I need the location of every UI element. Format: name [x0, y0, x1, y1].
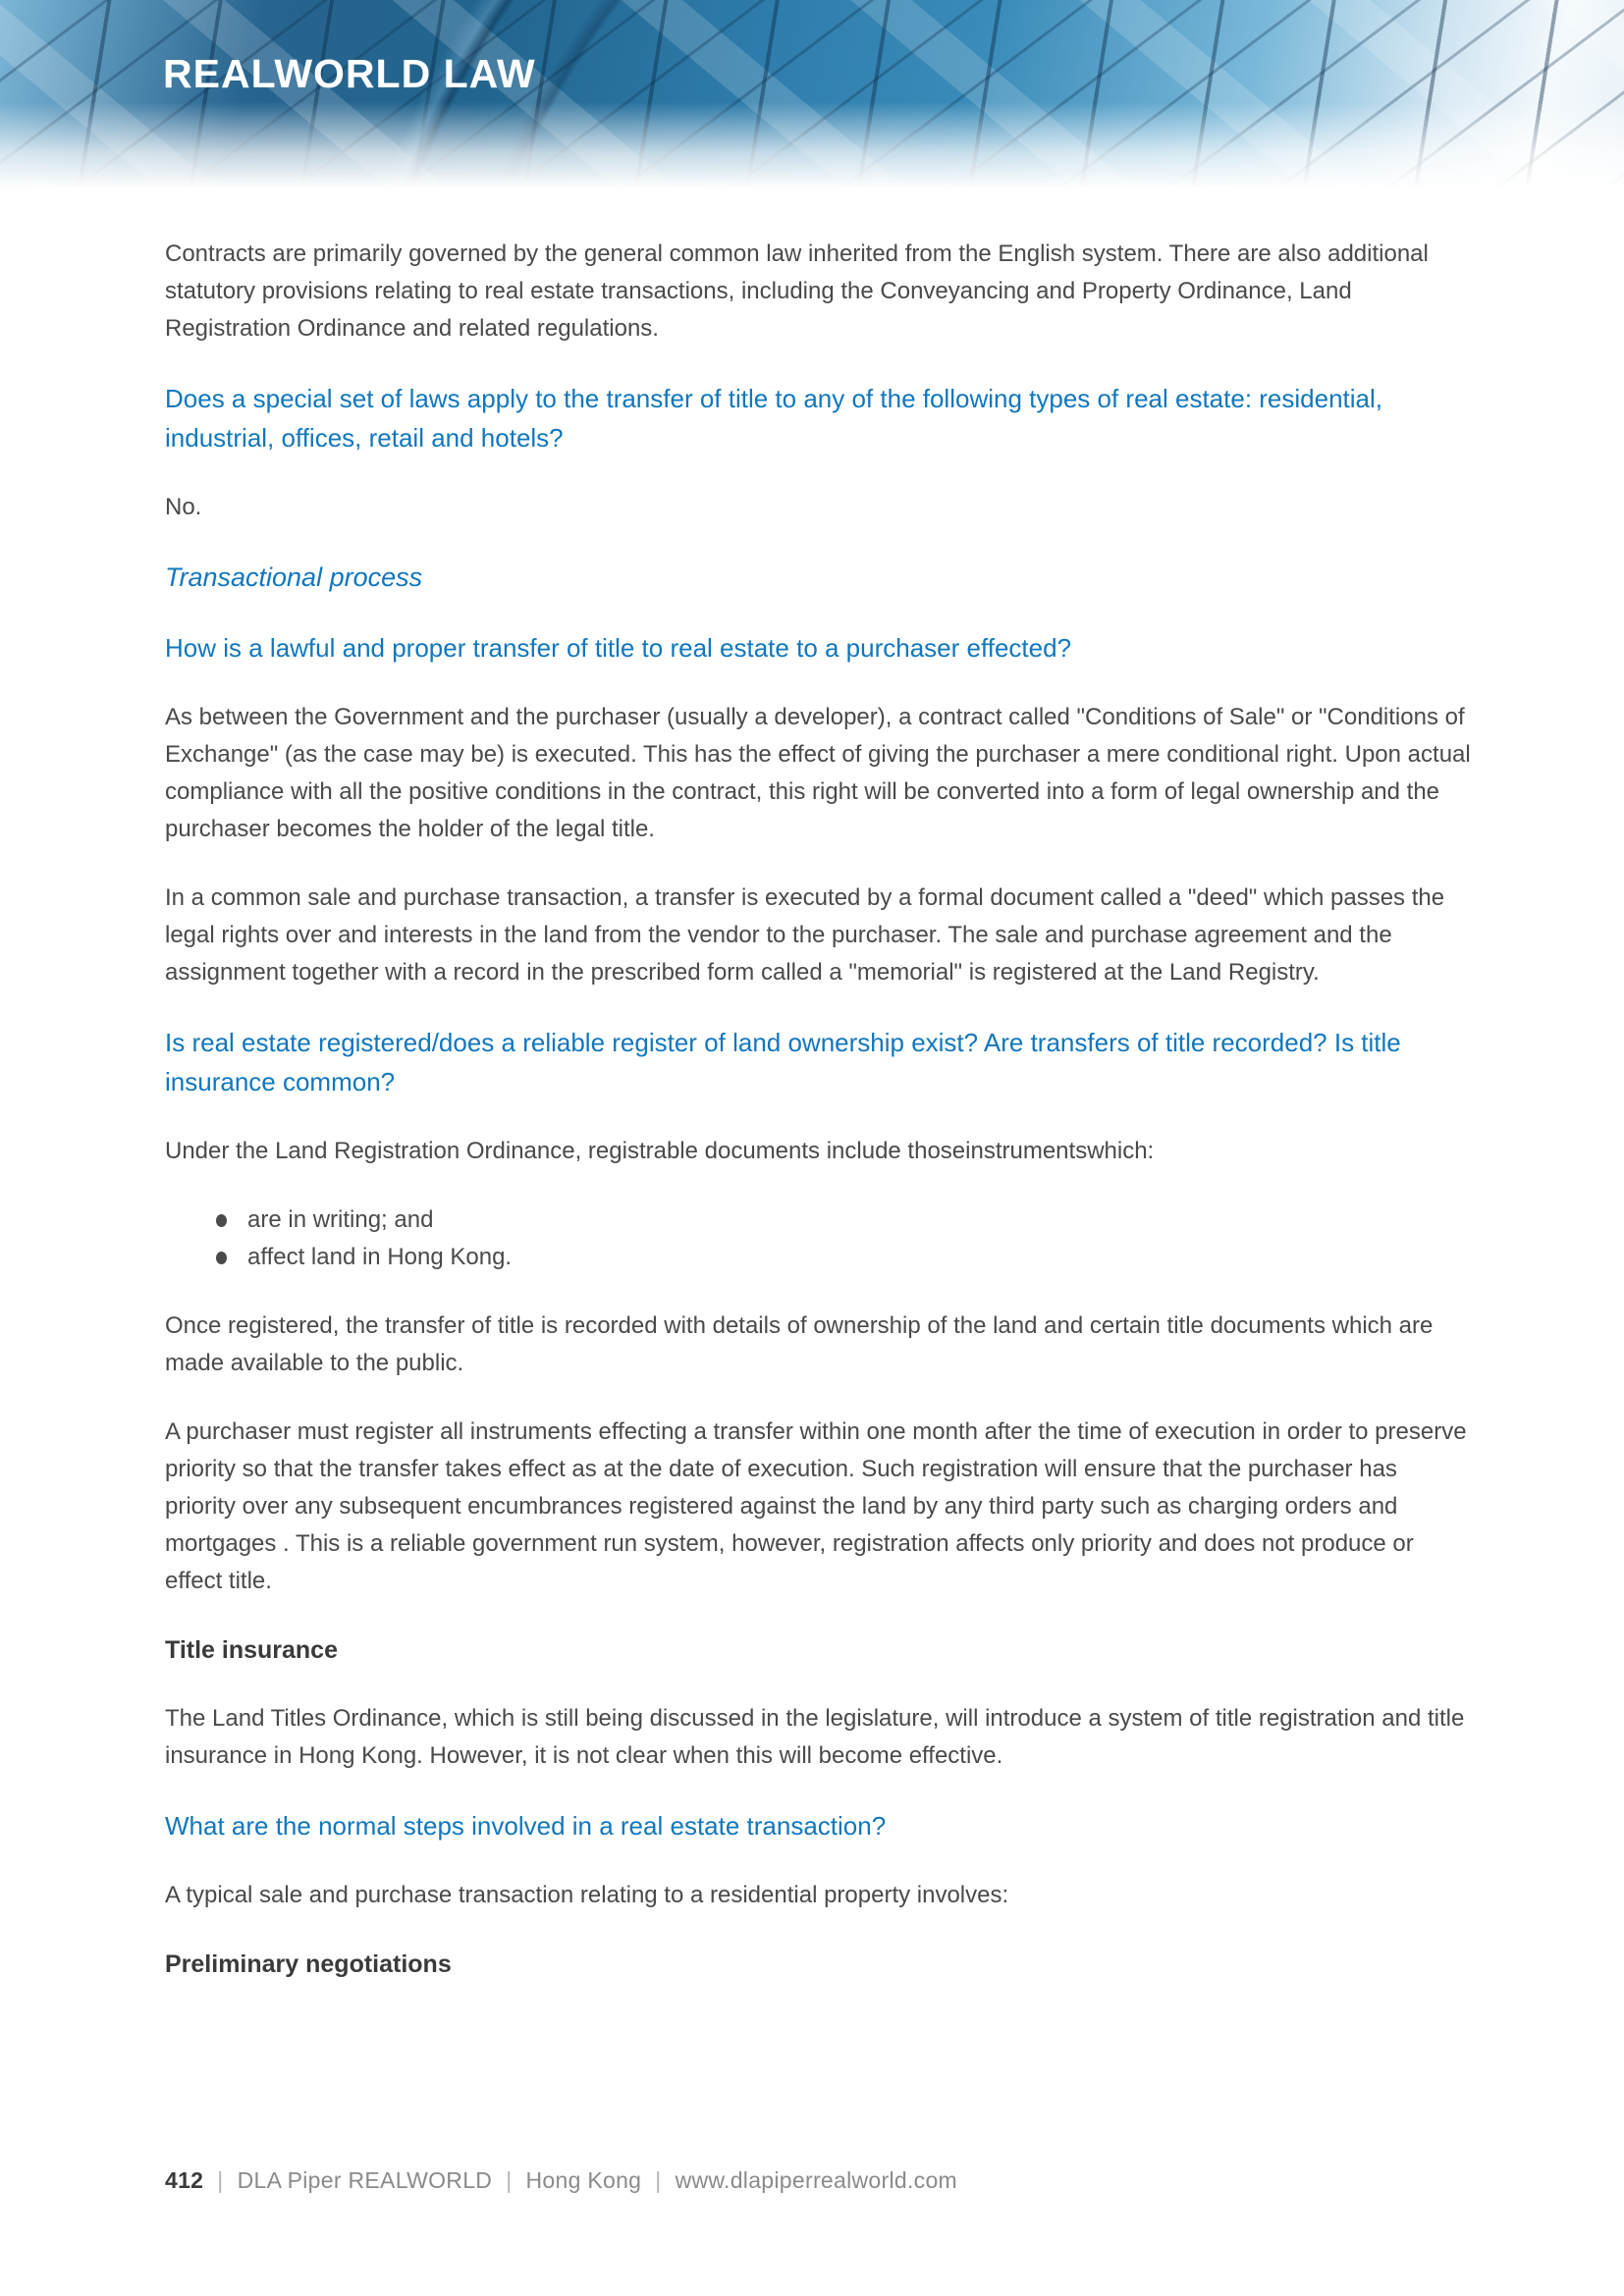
- paragraph-intro: Contracts are primarily governed by the general common law inherited from the English system. There are also additional statutory provisions relating to real estate transactions, including the Conveyancing and Property Ordinance, Land Registration Ordinance and related regulations.: [165, 240, 1429, 342]
- page-content: [165, 236, 1471, 2014]
- list-item: [165, 1201, 1471, 1239]
- paragraph-conditions-of-sale: As between the Government and the purchaser (usually a developer), a contract called "Conditions of Sale" or "Conditions of Exchange" (as the case may be) is executed. This has the effect of giving the purchaser a mere conditional right. Upon actual compliance with all the positive conditions in the contract, this right will be converted into a form of legal ownership and the purchaser becomes the holder of the legal title.: [165, 704, 1471, 842]
- footer-brand: DLA Piper REALWORLD: [237, 2167, 493, 2193]
- question-heading-normal-steps: What are the normal steps involved in a real estate transaction?: [165, 1811, 887, 1841]
- list-item-label: affect land in Hong Kong.: [247, 1244, 513, 1270]
- paragraph-once-registered: Once registered, the transfer of title is recorded with details of ownership of the land and certain title documents which are made available to the public.: [165, 1312, 1434, 1376]
- list-item: [165, 1239, 1471, 1276]
- footer-separator: |: [217, 2167, 224, 2193]
- question-heading-special-laws: Does a special set of laws apply to the transfer of title to any of the following types of real estate: residential, industrial, offices, retail and hotels?: [165, 384, 1383, 453]
- page-footer: [165, 2167, 957, 2194]
- bullet-icon: [216, 1214, 227, 1227]
- paragraph-register-priority: A purchaser must register all instruments effecting a transfer within one month after the time of execution in order to preserve priority so that the transfer takes effect as at the date of execution. Such registration will ensure that the purchaser has priority over any subsequent encumbrances registered against the land by any third party such as charging orders and mortgages . This is a reliable government run system, however, registration affects only priority and does not produce or effect title.: [165, 1418, 1467, 1594]
- page-number: 412: [165, 2167, 204, 2193]
- answer-no: No.: [165, 494, 202, 520]
- registrable-documents-list: [165, 1201, 1471, 1276]
- paragraph-deed-memorial: In a common sale and purchase transaction, a transfer is executed by a formal document called a "deed" which passes the legal rights over and interests in the land from the vendor to the purchaser. The sale and purchase agreement and the assignment together with a record in the prescribed form called a "memorial" is registered at the Land Registry.: [165, 884, 1445, 986]
- bullet-icon: [216, 1252, 227, 1264]
- footer-location: Hong Kong: [525, 2167, 642, 2193]
- section-title-transactional-process: Transactional process: [165, 562, 423, 592]
- subheading-preliminary-negotiations: Preliminary negotiations: [165, 1950, 452, 1978]
- list-item-label: are in writing; and: [247, 1206, 434, 1233]
- paragraph-typical-transaction: A typical sale and purchase transaction relating to a residential property involves:: [165, 1882, 1009, 1908]
- question-heading-register-exists: Is real estate registered/does a reliable register of land ownership exist? Are transfers of title recorded? Is title insurance common?: [165, 1028, 1401, 1096]
- header-banner: [0, 0, 1624, 196]
- paragraph-registrable-documents: Under the Land Registration Ordinance, registrable documents include thoseinstrumentswhich:: [165, 1138, 1155, 1164]
- paragraph-land-titles-ordinance: The Land Titles Ordinance, which is still being discussed in the legislature, will introduce a system of title registration and title insurance in Hong Kong. However, it is not clear when this will become effective.: [165, 1705, 1465, 1769]
- footer-separator: |: [506, 2167, 513, 2193]
- question-heading-lawful-transfer: How is a lawful and proper transfer of title to real estate to a purchaser effected?: [165, 633, 1072, 663]
- footer-website: www.dlapiperrealworld.com: [675, 2167, 958, 2193]
- footer-separator: |: [655, 2167, 662, 2193]
- brand-title: REALWORLD LAW: [163, 51, 536, 96]
- subheading-title-insurance: Title insurance: [165, 1636, 338, 1664]
